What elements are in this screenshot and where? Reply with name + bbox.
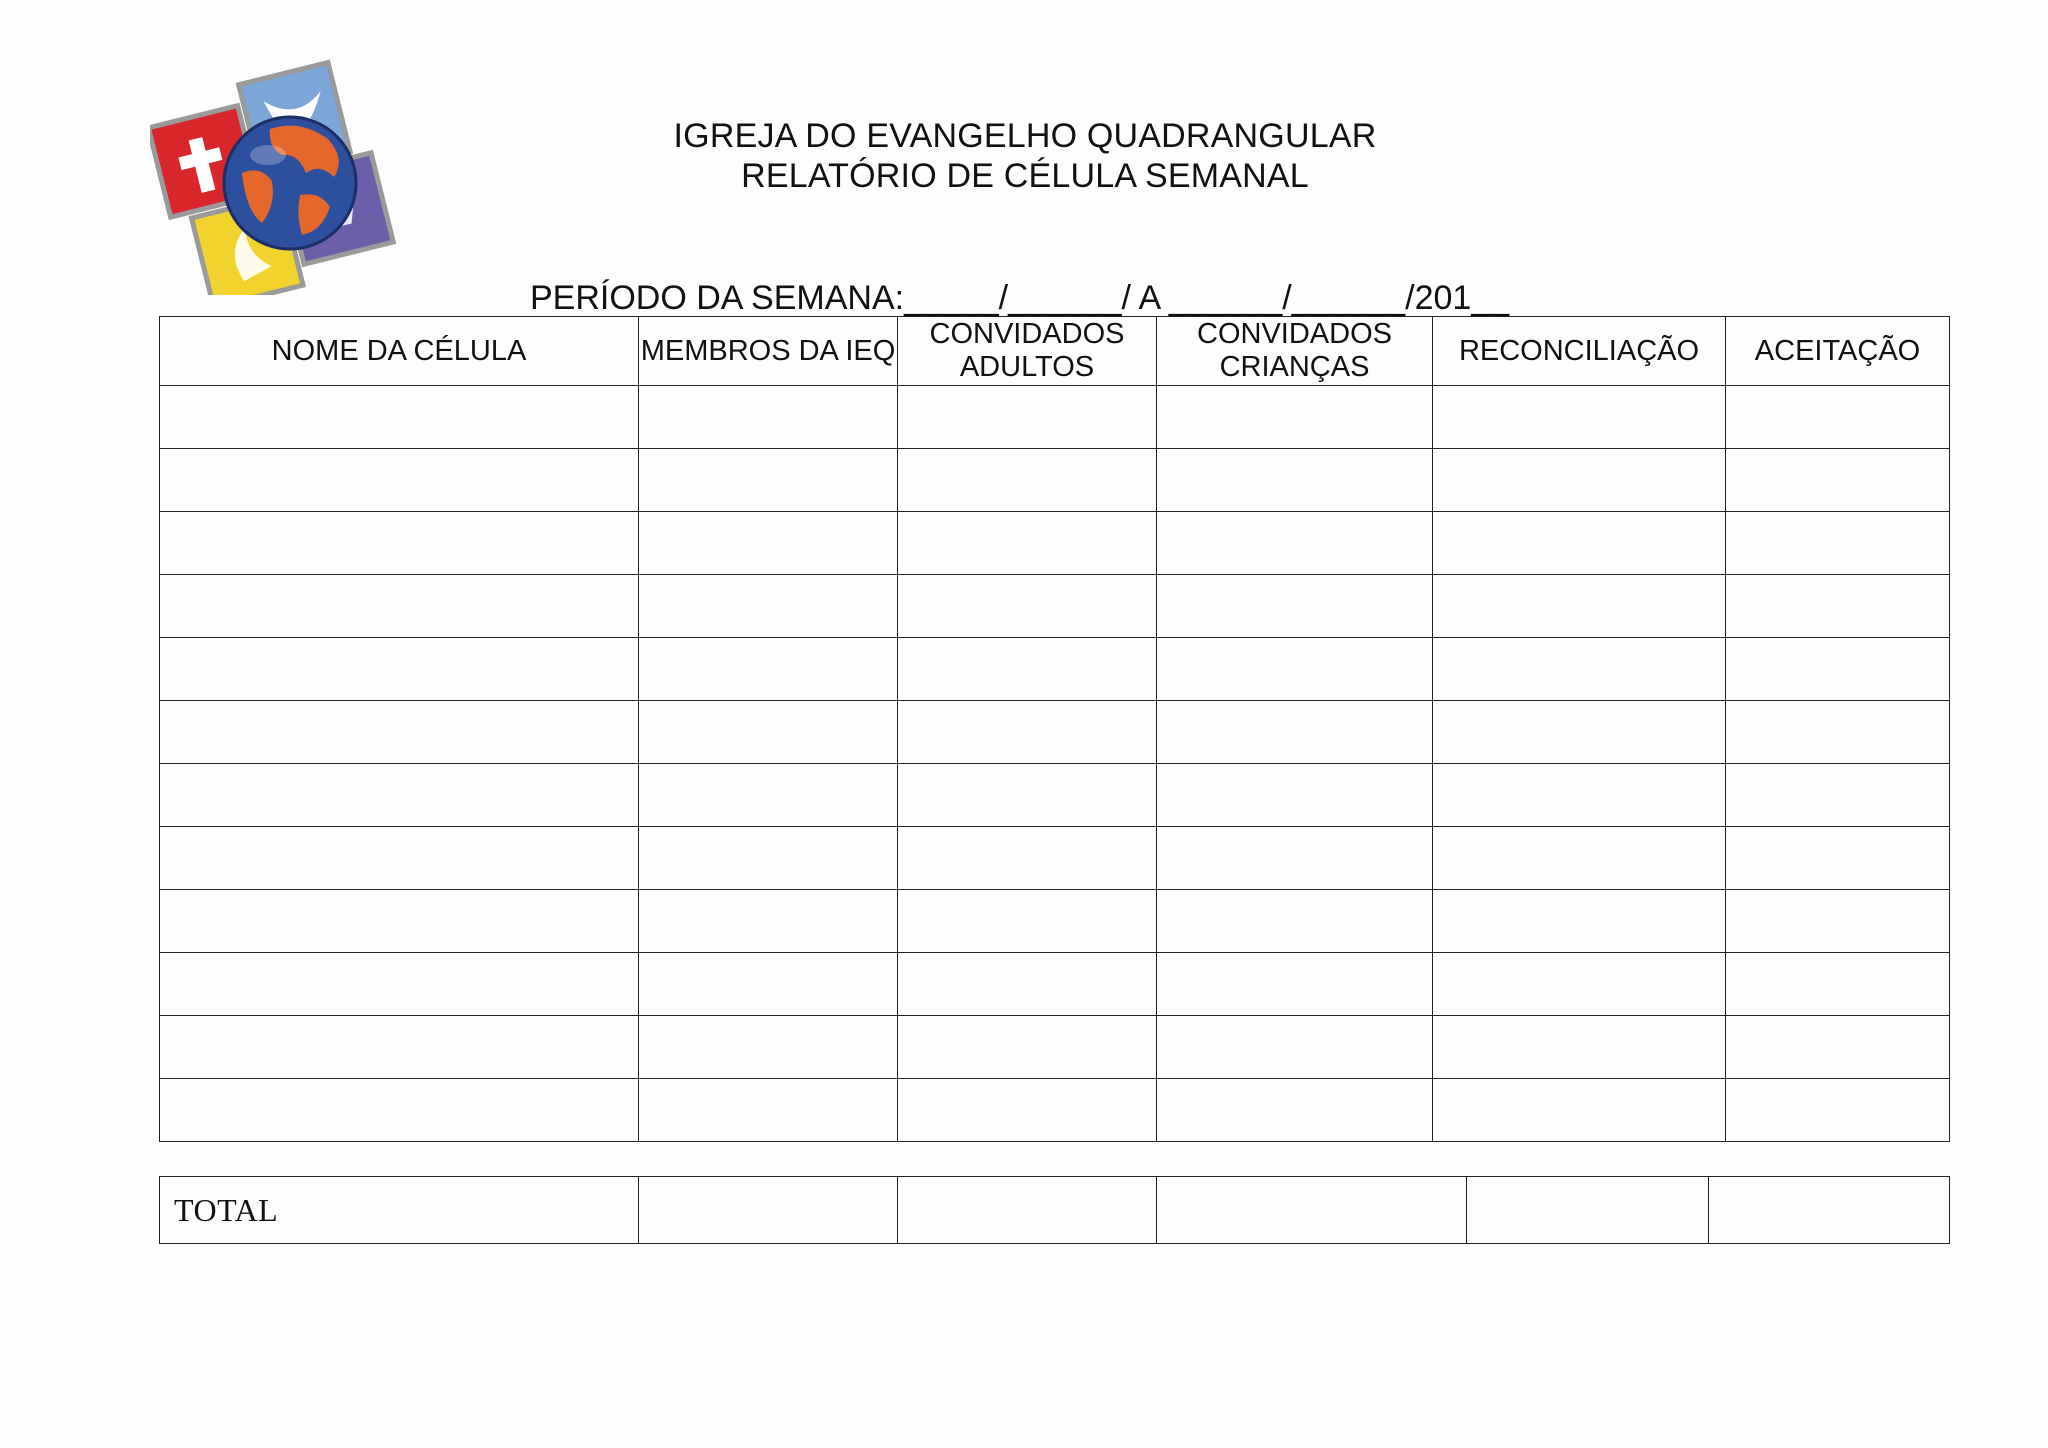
report-title: RELATÓRIO DE CÉLULA SEMANAL — [741, 157, 1309, 195]
table-cell-nome-da-celula[interactable] — [160, 827, 639, 890]
table-cell-aceitacao[interactable] — [1726, 449, 1950, 512]
table-cell-convidados-adultos[interactable] — [898, 890, 1157, 953]
table-cell-membros-da-ieq[interactable] — [639, 386, 898, 449]
table-row — [160, 764, 1950, 827]
table-cell-nome-da-celula[interactable] — [160, 449, 639, 512]
table-row — [160, 953, 1950, 1016]
table-cell-reconciliacao[interactable] — [1433, 764, 1726, 827]
table-cell-reconciliacao[interactable] — [1433, 953, 1726, 1016]
ieq-logo-graphic — [150, 55, 430, 295]
table-cell-convidados-criancas[interactable] — [1157, 1016, 1433, 1079]
table-cell-convidados-criancas[interactable] — [1157, 1079, 1433, 1142]
table-cell-reconciliacao[interactable] — [1433, 1016, 1726, 1079]
table-cell-reconciliacao[interactable] — [1433, 827, 1726, 890]
table-cell-nome-da-celula[interactable] — [160, 386, 639, 449]
report-header — [500, 116, 1550, 196]
table-cell-membros-da-ieq[interactable] — [639, 1016, 898, 1079]
table-cell-membros-da-ieq[interactable] — [639, 890, 898, 953]
table-cell-aceitacao[interactable] — [1726, 575, 1950, 638]
table-cell-nome-da-celula[interactable] — [160, 1016, 639, 1079]
col-header-aceitacao: ACEITAÇÃO — [1726, 317, 1950, 386]
table-cell-membros-da-ieq[interactable] — [639, 827, 898, 890]
table-cell-convidados-criancas[interactable] — [1157, 638, 1433, 701]
table-cell-aceitacao[interactable] — [1726, 764, 1950, 827]
table-cell-convidados-criancas[interactable] — [1157, 953, 1433, 1016]
table-row — [160, 512, 1950, 575]
table-header-row — [160, 317, 1950, 386]
table-row — [160, 386, 1950, 449]
table-row — [160, 827, 1950, 890]
table-cell-aceitacao[interactable] — [1726, 386, 1950, 449]
table-cell-convidados-criancas[interactable] — [1157, 449, 1433, 512]
table-cell-aceitacao[interactable] — [1726, 701, 1950, 764]
table-cell-convidados-adultos[interactable] — [898, 638, 1157, 701]
table-cell-reconciliacao[interactable] — [1433, 890, 1726, 953]
table-cell-reconciliacao[interactable] — [1433, 386, 1726, 449]
table-cell-aceitacao[interactable] — [1726, 890, 1950, 953]
col-header-nome-da-celula: NOME DA CÉLULA — [160, 317, 639, 386]
table-cell-nome-da-celula[interactable] — [160, 701, 639, 764]
col-header-convidados-criancas: CONVIDADOS CRIANÇAS — [1157, 317, 1433, 386]
total-cell-aceitacao[interactable] — [1709, 1177, 1950, 1244]
table-cell-nome-da-celula[interactable] — [160, 638, 639, 701]
table-cell-convidados-criancas[interactable] — [1157, 512, 1433, 575]
table-cell-aceitacao[interactable] — [1726, 638, 1950, 701]
total-cell-reconciliacao[interactable] — [1467, 1177, 1709, 1244]
col-header-reconciliacao: RECONCILIAÇÃO — [1433, 317, 1726, 386]
table-cell-convidados-adultos[interactable] — [898, 386, 1157, 449]
table-row — [160, 1016, 1950, 1079]
table-cell-nome-da-celula[interactable] — [160, 953, 639, 1016]
table-body — [160, 386, 1950, 1142]
table-cell-reconciliacao[interactable] — [1433, 512, 1726, 575]
total-label: TOTAL — [160, 1177, 639, 1244]
table-row — [160, 575, 1950, 638]
table-row — [160, 890, 1950, 953]
ieq-logo-icon — [150, 55, 430, 295]
table-row — [160, 449, 1950, 512]
col-header-convidados-adultos: CONVIDADOS ADULTOS — [898, 317, 1157, 386]
total-cell-convidados-adultos[interactable] — [898, 1177, 1157, 1244]
table-cell-membros-da-ieq[interactable] — [639, 575, 898, 638]
table-cell-convidados-adultos[interactable] — [898, 512, 1157, 575]
table-cell-convidados-adultos[interactable] — [898, 827, 1157, 890]
total-table — [159, 1176, 1950, 1244]
table-row — [160, 638, 1950, 701]
table-cell-convidados-adultos[interactable] — [898, 764, 1157, 827]
table-cell-reconciliacao[interactable] — [1433, 575, 1726, 638]
table-cell-nome-da-celula[interactable] — [160, 890, 639, 953]
table-cell-aceitacao[interactable] — [1726, 1016, 1950, 1079]
col-header-membros-da-ieq: MEMBROS DA IEQ — [639, 317, 898, 386]
table-cell-convidados-adultos[interactable] — [898, 1016, 1157, 1079]
table-cell-reconciliacao[interactable] — [1433, 701, 1726, 764]
total-cell-membros[interactable] — [639, 1177, 898, 1244]
table-cell-convidados-criancas[interactable] — [1157, 386, 1433, 449]
table-cell-membros-da-ieq[interactable] — [639, 764, 898, 827]
table-cell-nome-da-celula[interactable] — [160, 512, 639, 575]
table-cell-convidados-adultos[interactable] — [898, 575, 1157, 638]
table-cell-nome-da-celula[interactable] — [160, 764, 639, 827]
table-cell-aceitacao[interactable] — [1726, 953, 1950, 1016]
table-cell-convidados-criancas[interactable] — [1157, 701, 1433, 764]
table-row — [160, 701, 1950, 764]
total-row — [160, 1177, 1950, 1244]
table-cell-nome-da-celula[interactable] — [160, 1079, 639, 1142]
table-cell-convidados-adultos[interactable] — [898, 449, 1157, 512]
table-cell-membros-da-ieq[interactable] — [639, 1079, 898, 1142]
total-cell-convidados-criancas[interactable] — [1157, 1177, 1467, 1244]
cell-report-table — [159, 316, 1950, 1142]
table-cell-membros-da-ieq[interactable] — [639, 701, 898, 764]
table-cell-convidados-criancas[interactable] — [1157, 890, 1433, 953]
table-cell-membros-da-ieq[interactable] — [639, 953, 898, 1016]
table-row — [160, 1079, 1950, 1142]
table-cell-convidados-adultos[interactable] — [898, 953, 1157, 1016]
table-cell-membros-da-ieq[interactable] — [639, 638, 898, 701]
period-line: PERÍODO DA SEMANA:_____/______/ A ______/______/201__ — [530, 279, 1510, 317]
org-name: IGREJA DO EVANGELHO QUADRANGULAR — [673, 117, 1377, 155]
table-cell-convidados-criancas[interactable] — [1157, 764, 1433, 827]
table-cell-reconciliacao[interactable] — [1433, 1079, 1726, 1142]
table-cell-aceitacao[interactable] — [1726, 827, 1950, 890]
table-cell-aceitacao[interactable] — [1726, 512, 1950, 575]
table-cell-convidados-adultos[interactable] — [898, 701, 1157, 764]
table-cell-membros-da-ieq[interactable] — [639, 449, 898, 512]
table-cell-aceitacao[interactable] — [1726, 1079, 1950, 1142]
table-cell-reconciliacao[interactable] — [1433, 638, 1726, 701]
table-cell-nome-da-celula[interactable] — [160, 575, 639, 638]
table-cell-reconciliacao[interactable] — [1433, 449, 1726, 512]
table-cell-convidados-adultos[interactable] — [898, 1079, 1157, 1142]
table-cell-convidados-criancas[interactable] — [1157, 575, 1433, 638]
table-cell-convidados-criancas[interactable] — [1157, 827, 1433, 890]
table-cell-membros-da-ieq[interactable] — [639, 512, 898, 575]
